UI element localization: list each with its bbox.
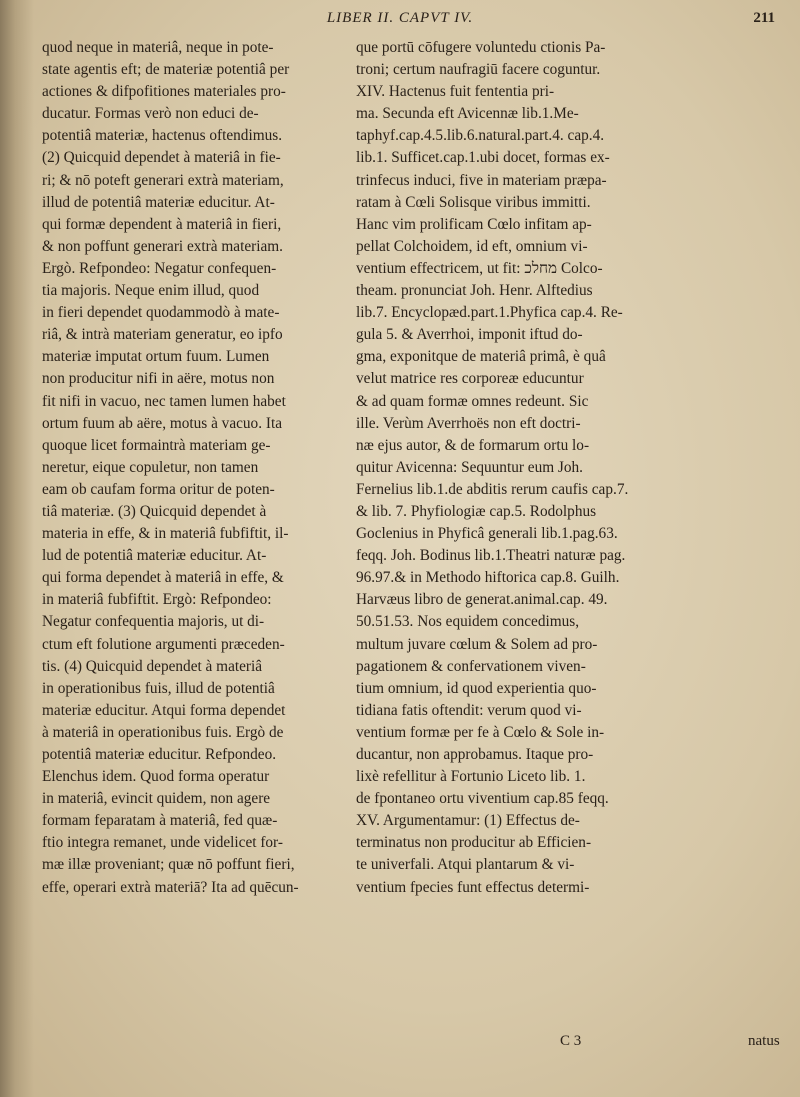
text-line: trinfecus induci, five in materiam præpa- (356, 171, 607, 189)
text-line: Goclenius in Phyficâ generali lib.1.pag.63. (356, 525, 618, 543)
text-line: gma, exponitque de materiâ primâ, è quâ (356, 348, 606, 366)
text-line: tia majoris. Neque enim illud, quod (42, 282, 260, 300)
text-line: actiones & difpofitiones materiales pro- (42, 83, 286, 101)
text-line: & lib. 7. Phyfiologiæ cap.5. Rodolphus (356, 502, 597, 520)
text-line: troni; certum naufragiū facere coguntur. (356, 61, 601, 79)
text-line: lud de potentiâ materiæ educitur. At- (42, 547, 267, 565)
text-line: 50.51.53. Nos equidem concedimus, (356, 613, 580, 631)
text-line: in materiâ, evincit quidem, non agere (42, 790, 271, 808)
text-line: potentiâ materiæ educitur. Refpondeo. (42, 746, 277, 763)
text-line: fit nifi in vacuo, nec tamen lumen habet (42, 392, 286, 410)
text-line: materiæ educitur. Atqui forma dependet (42, 701, 286, 719)
text-line: XIV. Hactenus fuit fententia pri- (356, 83, 555, 101)
text-line: ma. Secunda eft Avicennæ lib.1.Me- (356, 105, 579, 123)
text-line: velut matrice res corporeæ educuntur (356, 370, 584, 388)
text-line: ortum fuum ab aëre, motus à vacuo. Ita (42, 414, 282, 432)
text-line: pellat Colchoidem, id eft, omnium vi- (356, 237, 588, 255)
text-line: neretur, eique copuletur, non tamen (42, 458, 259, 476)
text-line: ri; & nō poteft generari extrà materiam, (42, 171, 284, 189)
text-line: in fieri dependet quodammodò à mate- (42, 304, 280, 322)
text-line: formam feparatam à materiâ, fed quæ- (42, 812, 278, 830)
text-line: non producitur nifi in aëre, motus non (42, 370, 275, 388)
text-line: Hanc vim prolificam Cœlo infitam ap- (356, 215, 592, 233)
page-number: 211 (753, 10, 775, 26)
text-line: mæ illæ proveniant; quæ nō poffunt fieri, (42, 856, 295, 874)
text-line: illud de potentiâ materiæ educitur. At- (42, 193, 275, 211)
text-line: potentiâ materiæ, hactenus oftendimus. (42, 127, 283, 145)
text-line: gula 5. & Averrhoi, imponit iftud do- (356, 326, 583, 344)
text-line: quoque licet formaintrà materiam ge- (42, 436, 271, 454)
text-line: tium omnium, id quod experientia quo- (356, 679, 597, 697)
text-line: state agentis eft; de materiæ potentiâ per (42, 61, 290, 79)
text-line: te univerfali. Atqui plantarum & vi- (356, 856, 575, 874)
text-line: in materiâ fubfiftit. Ergò: Refpondeo: (42, 591, 272, 609)
catchword: natus (748, 1033, 780, 1049)
text-line: & non poffunt generari extrà materiam. (42, 237, 283, 255)
text-line: Fernelius lib.1.de abditis rerum caufis cap.7. (356, 480, 629, 498)
text-line: ventium formæ per fe à Cœlo & Sole in- (356, 723, 605, 741)
left-text-column (42, 37, 347, 899)
text-line: Ergò. Refpondeo: Negatur confequen- (42, 259, 277, 277)
text-line: ille. Verùm Averrhoës non eft doctri- (356, 414, 581, 432)
text-line: lixè refellitur à Fortunio Liceto lib. 1. (356, 768, 586, 786)
running-title: LIBER II. CAPVT IV. (326, 10, 474, 26)
text-line: 96.97.& in Methodo hiftorica cap.8. Guilh. (356, 569, 620, 587)
text-line: quitur Avicenna: Sequuntur eum Joh. (356, 458, 584, 476)
text-line: ratam à Cœli Solisque viribus immitti. (356, 193, 591, 211)
text-line: terminatus non producitur ab Efficien- (356, 834, 592, 852)
text-line: in operationibus fuis, illud de potentiâ (42, 679, 275, 697)
text-line: & ad quam formæ omnes redeunt. Sic (356, 392, 589, 410)
text-line: riâ, & intrà materiam generatur, eo ipfo (42, 326, 283, 344)
text-line: pagationem & confervationem viven- (356, 657, 586, 675)
text-line: à materiâ in operationibus fuis. Ergò de (42, 723, 284, 741)
page-footer (0, 1033, 800, 1055)
text-line: ctum eft folutione argumenti præceden- (42, 635, 285, 653)
text-line: Harvæus libro de generat.animal.cap. 49. (356, 591, 608, 609)
text-line: næ ejus autor, & de formarum ortu lo- (356, 436, 590, 454)
text-line: ftio integra remanet, unde videlicet for- (42, 834, 283, 852)
text-line: eam ob caufam forma oritur de poten- (42, 480, 275, 498)
text-line: Negatur confequentia majoris, ut di- (42, 613, 265, 631)
text-line: effe, operari extrà materiā? Ita ad quēcun- (42, 878, 299, 896)
text-line: tidiana fatis oftendit: verum quod vi- (356, 701, 582, 719)
right-text-column (356, 37, 792, 899)
text-line: theam. pronunciat Joh. Henr. Alftedius (356, 282, 593, 300)
text-line: lib.7. Encyclopæd.part.1.Phyfica cap.4. Re- (356, 304, 623, 322)
text-line: multum juvare cœlum & Solem ad pro- (356, 635, 598, 653)
text-line: (2) Quicquid dependet à materiâ in fie- (42, 149, 281, 167)
text-line: ventium effectricem, ut fit: מחלכ Colco- (356, 259, 603, 277)
text-line: ventium fpecies funt effectus determi- (356, 878, 590, 896)
text-line: de fpontaneo ortu viventium cap.85 feqq. (356, 790, 609, 808)
text-line: lib.1. Sufficet.cap.1.ubi docet, formas ex- (356, 149, 610, 167)
text-line: quod neque in materiâ, neque in pote- (42, 39, 274, 56)
page-gutter (0, 0, 34, 1097)
text-line: materia in effe, & in materiâ fubfiftit, il- (42, 525, 289, 543)
text-line: que portū cōfugere voluntedu ctionis Pa- (356, 39, 606, 56)
signature-mark: C 3 (560, 1033, 582, 1049)
text-line: tis. (4) Quicquid dependet à materiâ (42, 657, 263, 675)
text-line: qui forma dependet à materiâ in effe, & (42, 569, 284, 587)
text-line: Elenchus idem. Quod forma operatur (42, 768, 270, 786)
text-line: taphyf.cap.4.5.lib.6.natural.part.4. cap.4. (356, 127, 605, 145)
text-line: XV. Argumentamur: (1) Effectus de- (356, 812, 580, 830)
text-line: ducatur. Formas verò non educi de- (42, 105, 259, 123)
text-line: tiâ materiæ. (3) Quicquid dependet à (42, 502, 267, 520)
text-line: feqq. Joh. Bodinus lib.1.Theatri naturæ pag. (356, 547, 626, 565)
text-line: ducantur, non approbamus. Itaque pro- (356, 746, 594, 763)
text-line: materiæ imputat ortum fuum. Lumen (42, 348, 270, 366)
text-line: qui formæ dependent à materiâ in fieri, (42, 215, 282, 233)
page-header (0, 10, 800, 38)
